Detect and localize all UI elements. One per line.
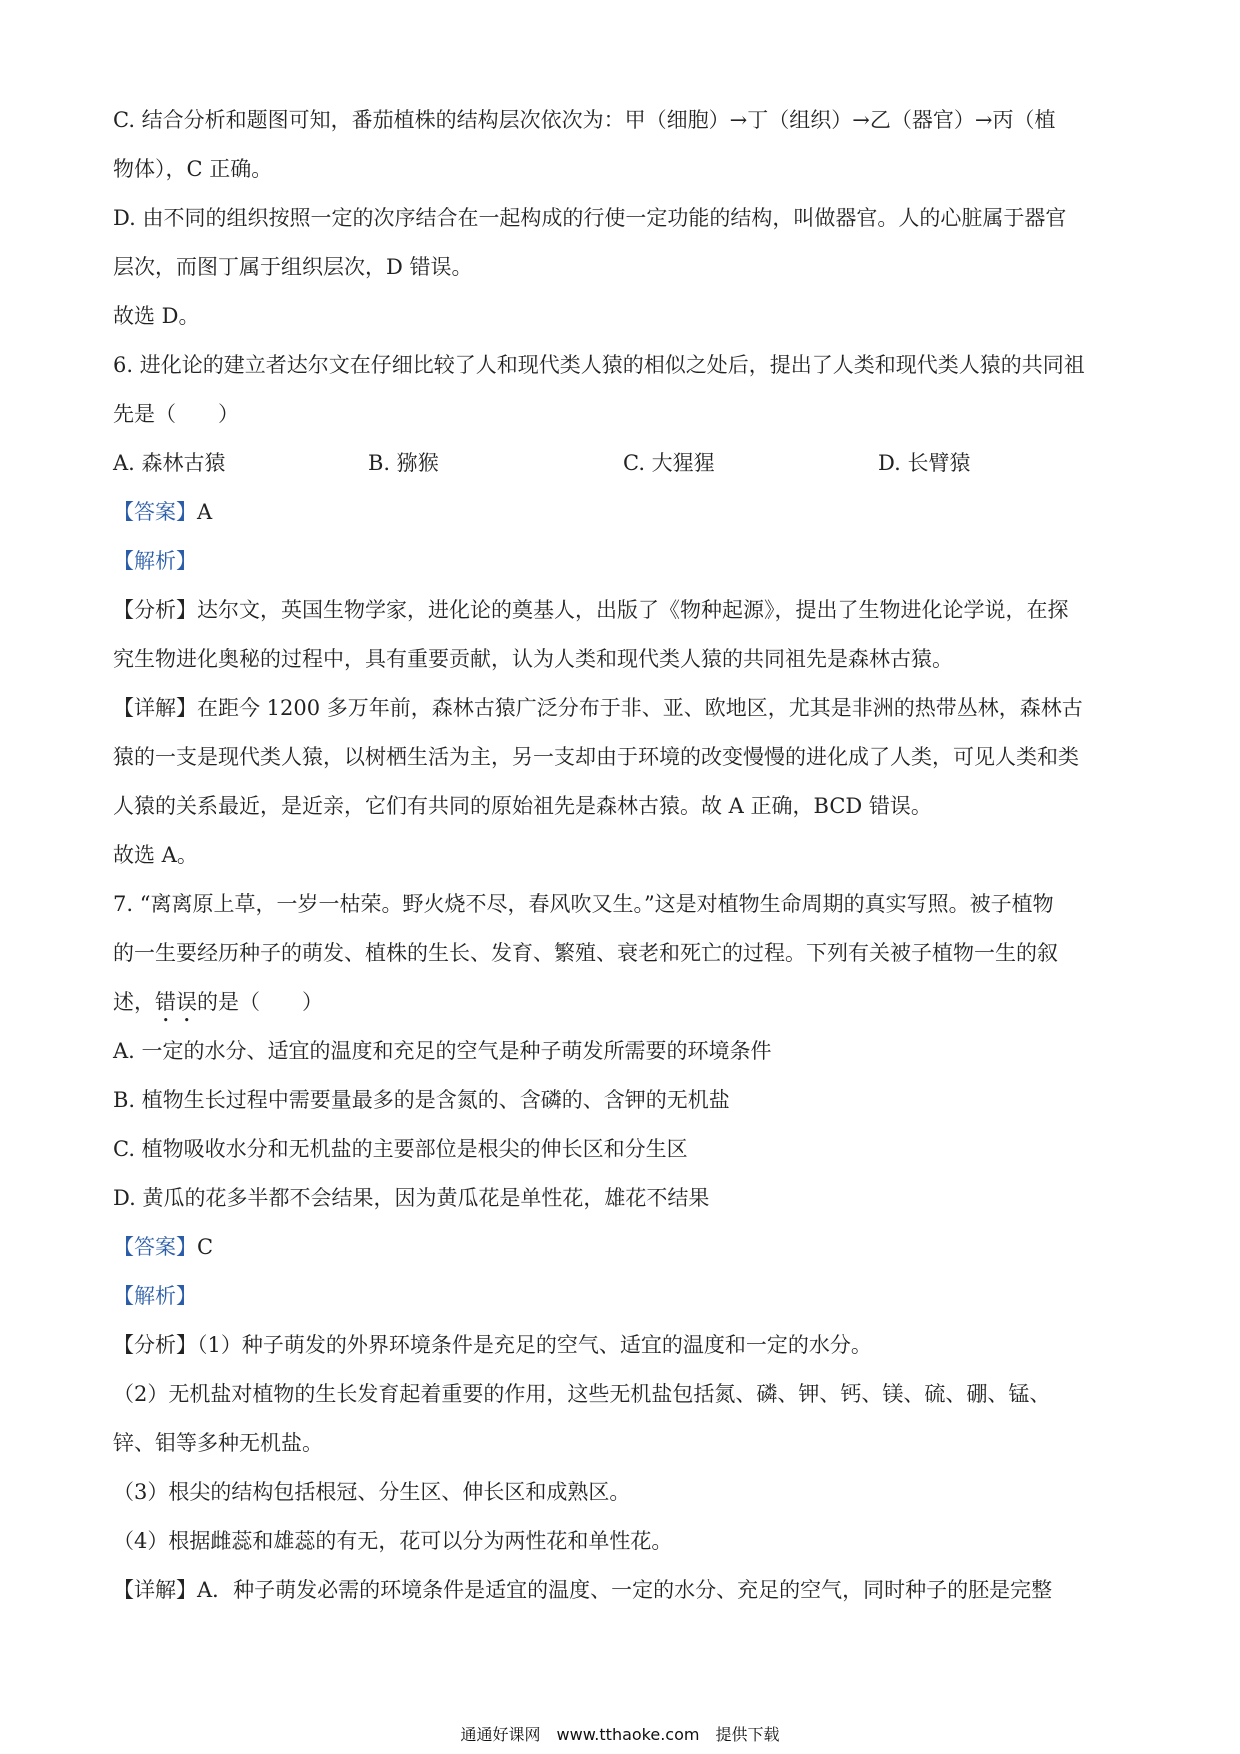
option-d: D. 黄瓜的花多半都不会结果，因为黄瓜花是单性花，雄花不结果: [113, 1186, 710, 1210]
option-b: B. 猕猴: [368, 451, 439, 475]
answer-tag: 【答案】: [113, 1235, 197, 1259]
question-6-options: [113, 439, 1133, 488]
text-line: （3）根尖的结构包括根冠、分生区、伸长区和成熟区。: [113, 1480, 631, 1504]
option-a: A. 森林古猿: [113, 451, 226, 475]
text-line: 锌、钼等多种无机盐。: [113, 1431, 323, 1455]
text-line: 故选 A。: [113, 843, 198, 867]
emphasis-text: 错误: [155, 990, 197, 1014]
text-line: 故选 D。: [113, 304, 200, 328]
answer-value: A: [197, 500, 213, 524]
text-line: 猿的一支是现代类人猿，以树栖生活为主，另一支却由于环境的改变慢慢的进化成了人类，可见人类和类: [113, 745, 1079, 769]
xiangjie-tag: 【详解】: [113, 1578, 197, 1602]
text-line: 物体），C 正确。: [113, 157, 273, 181]
option-a: A. 一定的水分、适宜的温度和充足的空气是种子萌发所需要的环境条件: [113, 1039, 772, 1063]
fenxi-text: 达尔文，英国生物学家，进化论的奠基人，出版了《物种起源》，提出了生物进化论学说，在探: [197, 598, 1069, 622]
question-6-stem: 6. 进化论的建立者达尔文在仔细比较了人和现代类人猿的相似之处后，提出了人类和现代类人猿的共同祖: [113, 353, 1085, 377]
question-7-stem: 7. “离离原上草，一岁一枯荣。野火烧不尽，春风吹又生。”这是对植物生命周期的真实写照。被子植物: [113, 892, 1054, 916]
option-b: B. 植物生长过程中需要量最多的是含氮的、含磷的、含钾的无机盐: [113, 1088, 730, 1112]
text-line: （4）根据雌蕊和雄蕊的有无，花可以分为两性花和单性花。: [113, 1529, 673, 1553]
analysis-tag: 【解析】: [113, 549, 197, 573]
option-c: C. 植物吸收水分和无机盐的主要部位是根尖的伸长区和分生区: [113, 1137, 688, 1161]
question-7-stem: 述，错误的是（ ）: [113, 990, 323, 1014]
text-line: D. 由不同的组织按照一定的次序结合在一起构成的行使一定功能的结构，叫做器官。人的心脏属于器官: [113, 206, 1067, 230]
text-line: 究生物进化奥秘的过程中，具有重要贡献，认为人类和现代类人猿的共同祖先是森林古猿。: [113, 647, 953, 671]
answer-line: [113, 488, 1133, 537]
xiangjie-text: 在距今 1200 多万年前，森林古猿广泛分布于非、亚、欧地区，尤其是非洲的热带丛林，森林古: [197, 696, 1083, 720]
text-line: （2）无机盐对植物的生长发育起着重要的作用，这些无机盐包括氮、磷、钾、钙、镁、硫、硼、锰、: [113, 1382, 1051, 1406]
text-line: C. 结合分析和题图可知，番茄植株的结构层次依次为：甲（细胞）→丁（组织）→乙（器官）→丙（植: [113, 108, 1056, 132]
page-content: [113, 96, 1133, 1615]
option-c: C. 大猩猩: [623, 451, 715, 475]
answer-value: C: [197, 1235, 214, 1259]
answer-tag: 【答案】: [113, 500, 197, 524]
xiangjie-text: A．种子萌发必需的环境条件是适宜的温度、一定的水分、充足的空气，同时种子的胚是完整: [197, 1578, 1053, 1602]
xiangjie-line: [113, 1566, 1133, 1615]
fenxi-text: （1）种子萌发的外界环境条件是充足的空气、适宜的温度和一定的水分。: [197, 1333, 872, 1357]
analysis-line: [113, 1272, 1133, 1321]
analysis-line: [113, 537, 1133, 586]
page-footer: 通通好课网 www.tthaoke.com 提供下载: [460, 1725, 780, 1744]
fenxi-line: [113, 586, 1133, 635]
xiangjie-tag: 【详解】: [113, 696, 197, 720]
xiangjie-line: [113, 684, 1133, 733]
fenxi-tag: 【分析】: [113, 598, 197, 622]
fenxi-line: [113, 1321, 1133, 1370]
fenxi-tag: 【分析】: [113, 1333, 197, 1357]
analysis-tag: 【解析】: [113, 1284, 197, 1308]
question-6-stem: 先是（ ）: [113, 402, 239, 426]
text-line: 人猿的关系最近，是近亲，它们有共同的原始祖先是森林古猿。故 A 正确，BCD 错误。: [113, 794, 932, 818]
question-7-stem: 的一生要经历种子的萌发、植株的生长、发育、繁殖、衰老和死亡的过程。下列有关被子植物一生的叙: [113, 941, 1058, 965]
text-line: 层次，而图丁属于组织层次，D 错误。: [113, 255, 473, 279]
answer-line: [113, 1223, 1133, 1272]
option-d: D. 长臂猿: [878, 451, 971, 475]
